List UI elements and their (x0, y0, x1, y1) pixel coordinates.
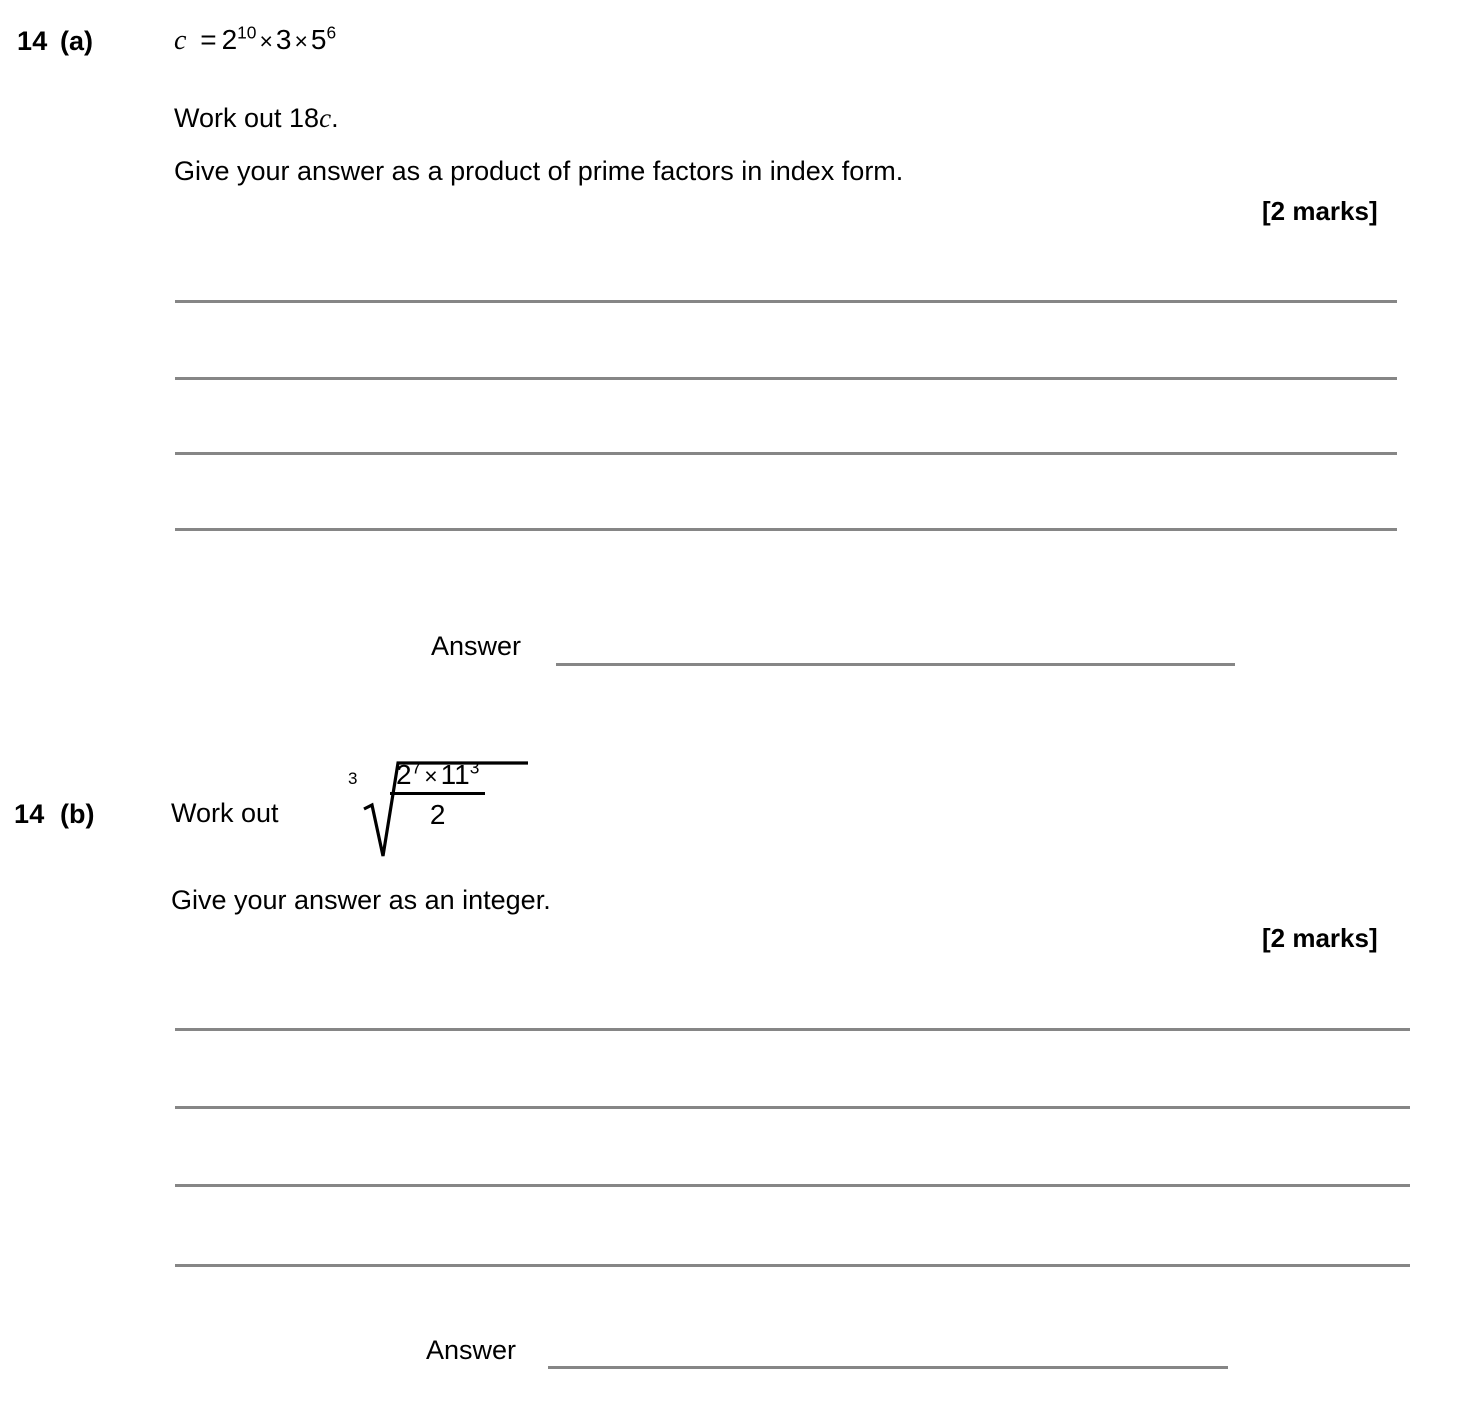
question-part-a-label: (a) (60, 26, 93, 56)
num-exponent-2: 3 (469, 757, 480, 778)
instruction-prefix: Work out 18 (174, 103, 320, 133)
answer-input-line-14a[interactable] (556, 663, 1235, 666)
instruction-give-answer-14b: Give your answer as an integer. (171, 885, 551, 915)
answer-input-line-14b[interactable] (548, 1366, 1228, 1369)
working-line[interactable] (175, 452, 1397, 455)
term-base-1: 2 (221, 24, 238, 55)
radical-index-3: 3 (348, 769, 358, 788)
marks-label-14b: [2 marks] (1262, 923, 1378, 953)
fraction-numerator (390, 759, 485, 792)
instruction-suffix: . (331, 103, 339, 133)
fraction (390, 759, 485, 832)
working-line[interactable] (175, 1264, 1410, 1267)
equals-sign: = (200, 24, 217, 55)
multiply-sign-2: × (294, 28, 308, 54)
working-line[interactable] (175, 1106, 1410, 1109)
term-base-2: 3 (275, 24, 292, 55)
multiply-sign-1: × (259, 28, 273, 54)
term-exponent-3: 6 (326, 22, 337, 43)
fraction-denominator: 2 (429, 799, 446, 831)
question-part-b-label: (b) (60, 799, 95, 829)
num-base-2: 11 (440, 759, 470, 790)
term-exponent-1: 10 (237, 22, 257, 43)
question-number-14b: 14 (14, 799, 45, 829)
answer-label-14b: Answer (426, 1335, 517, 1365)
working-line[interactable] (175, 377, 1397, 380)
working-line[interactable] (175, 300, 1397, 303)
num-exponent-1: 7 (411, 757, 422, 778)
given-expression-14a (174, 22, 337, 56)
question-number-14a: 14 (17, 26, 48, 56)
working-line[interactable] (175, 1028, 1410, 1031)
term-base-3: 5 (310, 24, 327, 55)
marks-label-14a: [2 marks] (1262, 196, 1378, 226)
instruction-variable-c: c (319, 103, 332, 133)
instruction-give-answer-14a: Give your answer as a product of prime factors in index form. (174, 156, 904, 186)
multiply-sign-radicand: × (424, 763, 438, 789)
working-line[interactable] (175, 528, 1397, 531)
cube-root-expression (348, 757, 528, 862)
num-base-1: 2 (396, 759, 412, 790)
instruction-work-out-14b: Work out (171, 798, 279, 828)
variable-c: c (174, 25, 187, 56)
instruction-work-out-18c (174, 105, 339, 132)
answer-label-14a: Answer (431, 631, 522, 661)
radicand-fraction (390, 759, 485, 832)
working-line[interactable] (175, 1184, 1410, 1187)
